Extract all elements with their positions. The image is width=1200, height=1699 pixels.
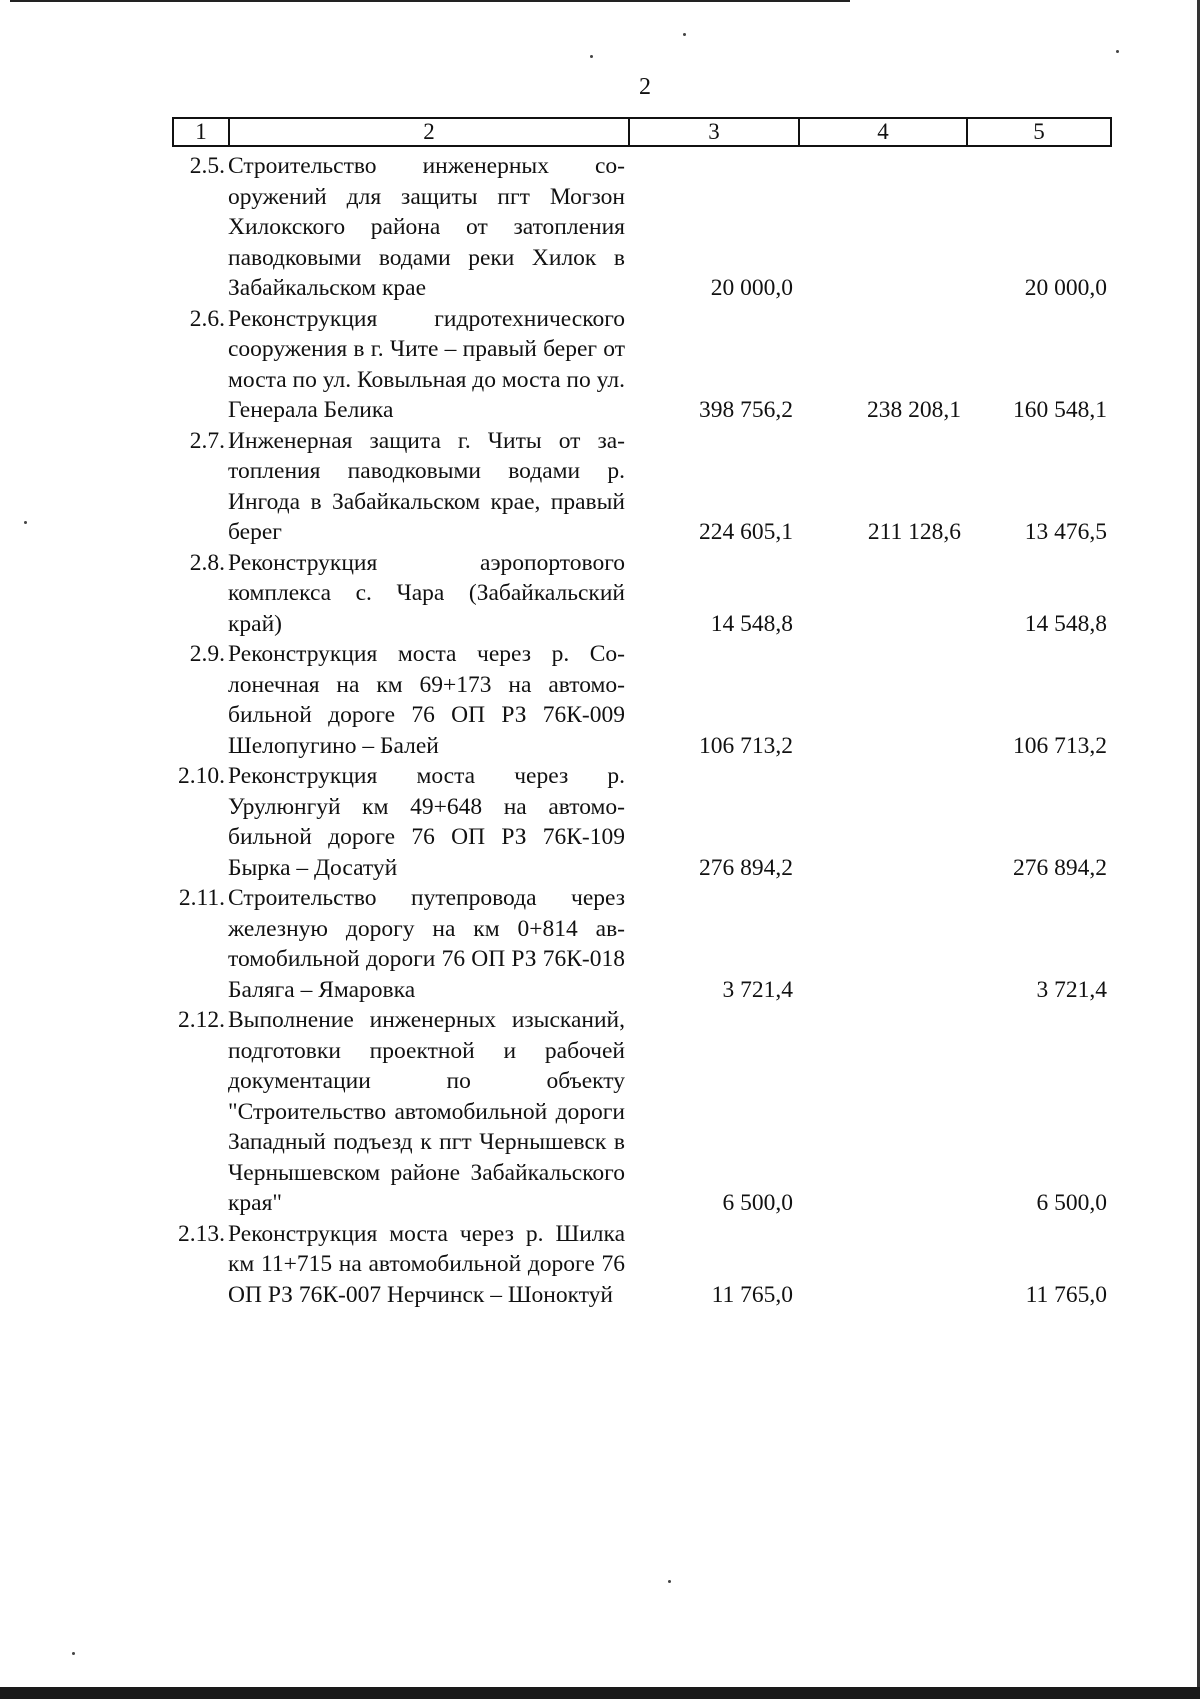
row-description: Реконструкция аэропортового комплекса с. Чара (Забайкальский край) xyxy=(228,549,625,637)
row-number: 2.6. xyxy=(189,305,225,332)
row-value-col5: 160 548,1 xyxy=(1013,397,1107,423)
row-value-col5: 3 721,4 xyxy=(1036,976,1107,1003)
table-row xyxy=(172,151,1110,304)
row-value-col4: 238 208,1 xyxy=(867,397,961,423)
row-number: 2.8. xyxy=(189,549,225,576)
row-value-col4: 211 128,6 xyxy=(867,519,961,545)
row-description: Реконструкция моста через р. Шилка км 11+715 на автомобильной дороге 76 ОП РЗ 76К-007 Нерчинск – Шоноктуй xyxy=(228,1220,625,1308)
row-description: Реконструкция моста через р. Солонечная на км 69+173 на автомобильной дороге 76 ОП РЗ 76К-009 Шелопугино – Балей xyxy=(228,641,625,759)
table-row xyxy=(172,304,1110,426)
table-row xyxy=(172,761,1110,883)
header-col-2: 2 xyxy=(229,118,629,146)
row-value-col5: 14 548,8 xyxy=(1024,610,1107,637)
page-number: 2 xyxy=(639,74,651,100)
row-number: 2.7. xyxy=(189,427,225,454)
scan-edge-bottom xyxy=(0,1687,1200,1699)
scan-speck xyxy=(24,521,27,524)
row-value-col5: 20 000,0 xyxy=(1024,275,1107,301)
row-number: 2.5. xyxy=(189,153,225,179)
scan-speck xyxy=(590,55,593,58)
table-row xyxy=(172,639,1110,761)
row-value-col5: 13 476,5 xyxy=(1024,519,1107,545)
row-value-col3: 11 765,0 xyxy=(711,1281,793,1308)
row-description: Реконструкция гидротехнического сооружения в г. Чите – правый берег от моста по ул. Ковыльная до моста по ул. Генерала Белика xyxy=(228,305,625,423)
row-description: Строительство инженерных сооружений для защиты пгт Могзон Хилокского района от затопления паводковыми водами реки Хилок в Забайкальском крае xyxy=(228,153,625,301)
row-number: 2.11. xyxy=(178,885,225,911)
row-description: Выполнение инженерных изысканий, подготовки проектной и рабочей документации по объекту "Строительство автомобильной дороги Западный подъезд к пгт Чернышевск в Чернышевском районе Забайкальского края" xyxy=(228,1007,625,1216)
table-row xyxy=(172,1219,1110,1311)
header-col-1: 1 xyxy=(173,118,229,146)
row-value-col3: 20 000,0 xyxy=(710,275,793,301)
table-row xyxy=(172,1005,1110,1219)
header-col-5: 5 xyxy=(967,118,1111,146)
scan-speck xyxy=(1116,50,1119,53)
header-col-3: 3 xyxy=(629,118,799,146)
row-value-col5: 276 894,2 xyxy=(1013,854,1107,881)
row-value-col3: 398 756,2 xyxy=(699,397,793,423)
row-description: Строительство путепровода через железную дорогу на км 0+814 автомобильной дороги 76 ОП РЗ 76К-018 Баляга – Ямаровка xyxy=(228,885,625,1003)
scan-speck xyxy=(668,1580,671,1583)
row-number: 2.9. xyxy=(189,641,225,667)
row-value-col5: 11 765,0 xyxy=(1025,1281,1107,1308)
row-description: Инженерная защита г. Читы от затопления паводковыми водами р. Ингода в Забайкальском крае, правый берег xyxy=(228,427,625,545)
scan-speck xyxy=(683,33,686,36)
table-row xyxy=(172,548,1110,640)
row-description: Реконструкция моста через р. Урулюнгуй км 49+648 на автомобильной дороге 76 ОП РЗ 76К-109 Бырка – Досатуй xyxy=(228,763,625,881)
row-value-col5: 106 713,2 xyxy=(1013,732,1107,759)
row-number: 2.13. xyxy=(178,1220,225,1247)
row-value-col5: 6 500,0 xyxy=(1036,1190,1107,1216)
row-value-col3: 3 721,4 xyxy=(722,976,793,1003)
table-row xyxy=(172,883,1110,1005)
row-value-col3: 6 500,0 xyxy=(722,1190,793,1216)
row-number: 2.12. xyxy=(178,1007,225,1033)
scan-edge-top xyxy=(10,0,850,2)
row-value-col3: 14 548,8 xyxy=(710,610,793,637)
row-value-col3: 224 605,1 xyxy=(699,519,793,545)
table-row xyxy=(172,426,1110,548)
header-col-4: 4 xyxy=(799,118,967,146)
table-body xyxy=(172,151,1110,1310)
table-header xyxy=(172,117,1112,147)
scan-speck xyxy=(72,1652,75,1655)
row-value-col3: 106 713,2 xyxy=(699,732,793,759)
row-number: 2.10. xyxy=(178,763,225,789)
row-value-col3: 276 894,2 xyxy=(699,854,793,881)
